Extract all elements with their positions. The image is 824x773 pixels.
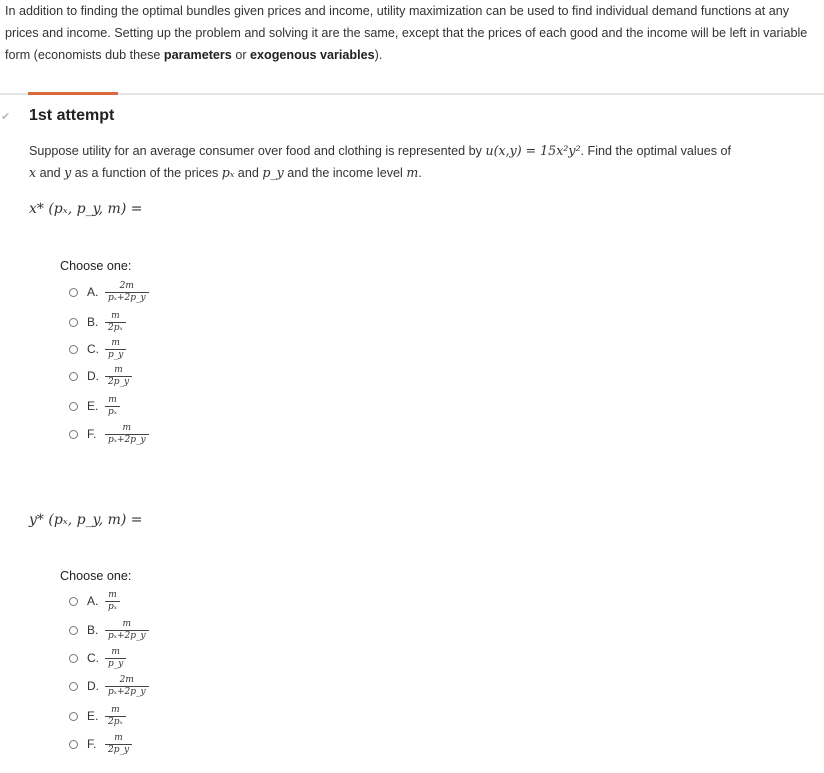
radio-button[interactable] bbox=[69, 626, 78, 635]
numerator: m bbox=[122, 618, 132, 629]
var-x: x bbox=[29, 165, 37, 180]
attempt-title: 1st attempt bbox=[29, 107, 115, 124]
radio-button[interactable] bbox=[69, 682, 78, 691]
answer-option[interactable] bbox=[69, 588, 120, 614]
radio-button[interactable] bbox=[69, 402, 78, 411]
radio-button[interactable] bbox=[69, 654, 78, 663]
option-letter: D. bbox=[87, 679, 99, 693]
numerator: m bbox=[111, 337, 120, 348]
answer-option[interactable] bbox=[69, 731, 132, 757]
denominator: 2pₓ bbox=[105, 716, 126, 727]
denominator: 2p_y bbox=[105, 744, 132, 755]
numerator: m bbox=[111, 646, 120, 657]
radio-button[interactable] bbox=[69, 345, 78, 354]
answer-option[interactable] bbox=[69, 645, 126, 671]
instructions-paragraph bbox=[5, 0, 820, 66]
denominator: pₓ+2p_y bbox=[105, 630, 149, 641]
y-star-label: y* (pₓ, p_y, m) = bbox=[29, 512, 143, 528]
question-text-part: and bbox=[234, 166, 263, 180]
answer-option[interactable] bbox=[69, 393, 120, 419]
fraction bbox=[105, 366, 132, 387]
numerator: m bbox=[108, 394, 117, 405]
utility-function: u(x,y) = 15x²y² bbox=[485, 143, 581, 158]
intro-text: ). bbox=[374, 48, 383, 62]
answer-option[interactable] bbox=[69, 363, 132, 389]
radio-button[interactable] bbox=[69, 288, 78, 297]
numerator: m bbox=[122, 422, 132, 433]
option-letter: B. bbox=[87, 623, 99, 637]
fraction bbox=[105, 676, 149, 697]
denominator: pₓ+2p_y bbox=[105, 292, 149, 303]
denominator: pₓ+2p_y bbox=[105, 434, 149, 445]
question-text-part: Suppose utility for an average consumer over food and clothing is represented by bbox=[29, 144, 486, 158]
option-letter: A. bbox=[87, 285, 99, 299]
option-letter: F. bbox=[87, 737, 97, 751]
answer-option[interactable] bbox=[69, 421, 149, 447]
denominator: p_y bbox=[105, 349, 126, 360]
intro-text: or bbox=[231, 48, 251, 62]
radio-button[interactable] bbox=[69, 430, 78, 439]
denominator: pₓ+2p_y bbox=[105, 686, 149, 697]
var-py: p_y bbox=[262, 165, 284, 180]
intro-bold-exogenous: exogenous variables bbox=[250, 48, 375, 62]
fraction bbox=[105, 706, 126, 727]
option-letter: A. bbox=[87, 594, 99, 608]
denominator: pₓ bbox=[105, 601, 120, 612]
x-star-label: x* (pₓ, p_y, m) = bbox=[29, 201, 143, 217]
choose-one-label: Choose one: bbox=[60, 569, 132, 583]
var-y: y bbox=[64, 165, 72, 180]
numerator: m bbox=[111, 310, 120, 321]
question-text bbox=[29, 140, 819, 184]
fraction bbox=[105, 396, 120, 417]
option-letter: C. bbox=[87, 651, 99, 665]
option-letter: E. bbox=[87, 399, 99, 413]
radio-button[interactable] bbox=[69, 712, 78, 721]
option-letter: E. bbox=[87, 709, 99, 723]
option-letter: B. bbox=[87, 315, 99, 329]
option-letter: D. bbox=[87, 369, 99, 383]
answer-option[interactable] bbox=[69, 703, 126, 729]
section-divider bbox=[0, 93, 824, 95]
radio-button[interactable] bbox=[69, 372, 78, 381]
radio-button[interactable] bbox=[69, 740, 78, 749]
radio-button[interactable] bbox=[69, 318, 78, 327]
answer-option[interactable] bbox=[69, 673, 149, 699]
attempt-tab-indicator bbox=[28, 92, 118, 95]
option-letter: F. bbox=[87, 427, 97, 441]
question-text-part: and bbox=[36, 166, 65, 180]
var-px: pₓ bbox=[221, 165, 235, 180]
fraction bbox=[105, 282, 149, 303]
answer-option[interactable] bbox=[69, 279, 149, 305]
fraction bbox=[105, 312, 126, 333]
intro-bold-parameters: parameters bbox=[163, 48, 232, 62]
question-text-part: . Find the optimal values of bbox=[580, 144, 732, 158]
answer-option[interactable] bbox=[69, 309, 126, 335]
choose-one-label: Choose one: bbox=[60, 259, 132, 273]
fraction bbox=[105, 591, 120, 612]
fraction bbox=[105, 620, 149, 641]
answer-option[interactable] bbox=[69, 336, 126, 362]
question-text-part: . bbox=[418, 166, 422, 180]
numerator: 2m bbox=[119, 674, 134, 685]
denominator: 2p_y bbox=[105, 376, 132, 387]
check-icon: ✔ bbox=[1, 111, 11, 123]
numerator: m bbox=[111, 704, 120, 715]
question-text-part: as a function of the prices bbox=[71, 166, 222, 180]
numerator: 2m bbox=[119, 280, 134, 291]
fraction bbox=[105, 339, 126, 360]
numerator: m bbox=[114, 364, 123, 375]
answer-option[interactable] bbox=[69, 617, 149, 643]
intro-text: In addition to finding the optimal bundles given prices and income, utility maximization can be used to find individual demand functions at any prices and income. Setting up the problem and solving it are the same, except that the prices of each good and the income will be left in variable form (economists dub these bbox=[5, 4, 808, 62]
fraction bbox=[105, 734, 132, 755]
question-text-part: and the income level bbox=[283, 166, 407, 180]
numerator: m bbox=[114, 732, 123, 743]
denominator: p_y bbox=[105, 658, 126, 669]
fraction bbox=[105, 424, 149, 445]
var-m: m bbox=[406, 165, 419, 180]
radio-button[interactable] bbox=[69, 597, 78, 606]
denominator: 2pₓ bbox=[105, 322, 126, 333]
option-letter: C. bbox=[87, 342, 99, 356]
fraction bbox=[105, 648, 126, 669]
numerator: m bbox=[108, 589, 117, 600]
denominator: pₓ bbox=[105, 406, 120, 417]
